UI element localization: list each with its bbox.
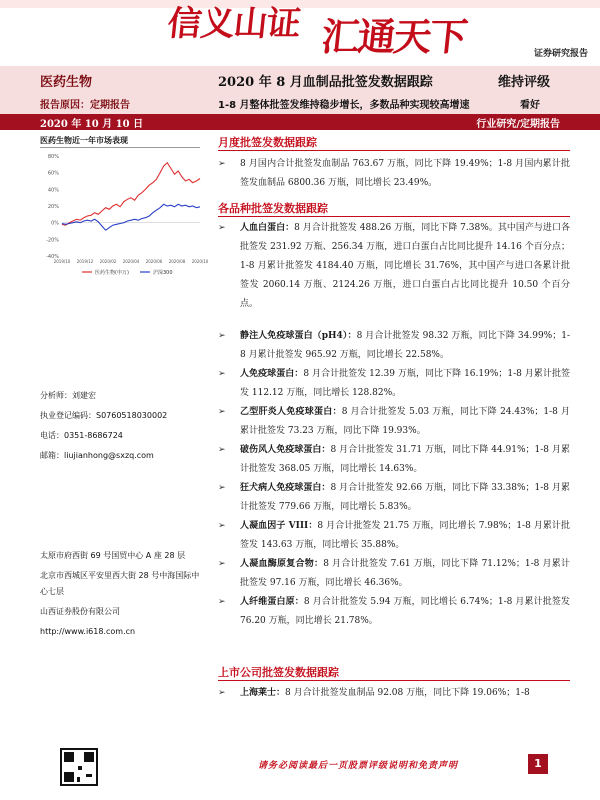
qr-code-icon	[60, 748, 98, 786]
analyst-phone: 电话：0351-8686724	[40, 431, 123, 440]
bullet-arrow-icon: ➢	[218, 407, 226, 417]
x-tick-label: 2020/10	[191, 259, 209, 264]
listed-item-name: 上海莱士：	[240, 688, 286, 698]
x-tick-label: 2020/04	[122, 259, 140, 264]
legend-label-1: 沪深300	[153, 270, 173, 276]
company-website[interactable]: http://www.i618.com.cn	[40, 627, 136, 636]
category-item-text: 8 月合计批签发 7.61 万瓶，同比下降 71.12%；1-8 月累计批签发 97.16 万瓶，同比增长 46.36%。	[240, 559, 570, 588]
y-tick-label: 40%	[47, 187, 59, 194]
report-title: 2020 年 8 月血制品批签发数据跟踪	[218, 75, 433, 90]
x-tick-label: 2019/12	[76, 259, 94, 264]
analyst-license: 执业登记编码：S0760518030002	[40, 411, 168, 420]
chart-title: 医药生物近一年市场表现	[40, 136, 128, 145]
bullet-arrow-icon: ➢	[218, 223, 226, 233]
section-category-rule	[218, 216, 570, 217]
category-item	[218, 219, 570, 314]
report-reason: 报告原因：定期报告	[40, 100, 130, 111]
x-tick-label: 2020/08	[168, 259, 186, 264]
category-item	[218, 403, 570, 441]
page-number: 1	[528, 754, 548, 774]
monthly-summary-text: 8 月国内合计批签发血制品 763.67 万瓶，同比下降 19.49%；1-8 月国内累计批签发血制品 6800.36 万瓶，同比增长 23.49%。	[240, 159, 570, 188]
category-item	[218, 479, 570, 517]
category-item-name: 人凝血酶原复合物：	[240, 559, 324, 569]
category-item-name: 人凝血因子 VIII：	[240, 521, 318, 531]
outlook-label: 看好	[520, 100, 540, 111]
section-monthly-rule	[218, 150, 570, 151]
listed-item-text: 8 月合计批签发血制品 92.08 万瓶，同比下降 19.06%；1-8	[285, 688, 530, 698]
address-taiyuan: 太原市府西街 69 号国贸中心 A 座 28 层	[40, 551, 186, 560]
bullet-arrow-icon: ➢	[218, 559, 226, 569]
section-listed-rule	[218, 680, 570, 681]
category-item-text: 8 月合计批签发 31.71 万瓶，同比下降 44.91%；1-8 月累计批签发 368.05 万瓶，同比增长 14.63%。	[240, 445, 570, 474]
slogan-left: 信义山证	[165, 4, 302, 44]
category-item	[218, 555, 570, 593]
y-tick-label: -40%	[46, 254, 59, 260]
category-item	[218, 365, 570, 403]
category-item-text: 8 月合计批签发 5.94 万瓶，同比增长 6.74%；1-8 月累计批签发 76.20 万瓶，同比增长 21.78%。	[240, 597, 570, 626]
date-bar	[0, 114, 600, 130]
slogan-right: 汇通天下	[319, 14, 469, 59]
report-subtitle: 1-8 月整体批签发维持稳步增长，多数品种实现较高增速	[218, 100, 470, 111]
analyst-email[interactable]: 邮箱：liujianhong@sxzq.com	[40, 451, 154, 460]
bullet-arrow-icon: ➢	[218, 445, 226, 455]
category-item-text: 8 月合计批签发 488.26 万瓶，同比下降 7.38%。其中国产与进口各批签发 231.92 万瓶、256.34 万瓶，进口白蛋白占比同比提升 14.16 个百分点；1-8 月累计批签发 4184.40 万瓶，同比增长 31.76%，其中国产与进口各累计批签发 2060.14 万瓶、2124.26 万瓶，进口白蛋白占比同比提升 10.50 个百分点。	[240, 223, 570, 309]
bullet-arrow-icon: ➢	[218, 159, 226, 169]
x-tick-label: 2020/06	[145, 259, 163, 264]
report-type-label: 证券研究报告	[533, 49, 588, 59]
category-item-text: 8 月合计批签发 21.75 万瓶，同比增长 7.98%；1-8 月累计批签发 143.63 万瓶，同比增长 35.88%。	[240, 521, 570, 550]
listed-item	[218, 684, 570, 703]
x-tick-label: 2020/02	[99, 259, 117, 264]
category-item-name: 狂犬病人免疫球蛋白：	[240, 483, 331, 493]
market-performance-chart	[40, 150, 209, 280]
analyst-name: 分析师：刘建宏	[40, 391, 96, 400]
monthly-summary	[218, 155, 570, 193]
legend-label-0: 医药生物(申万)	[95, 270, 129, 276]
category-item-name: 人免疫球蛋白：	[240, 369, 304, 379]
company-name: 山西证券股份有限公司	[40, 607, 120, 616]
chart-divider	[40, 147, 200, 148]
y-tick-label: -20%	[46, 237, 59, 244]
section-category-heading: 各品种批签发数据跟踪	[218, 202, 328, 215]
section-listed-heading: 上市公司批签发数据跟踪	[218, 666, 339, 679]
category-item-text: 8 月合计批签发 98.32 万瓶，同比下降 34.99%；1-8 月累计批签发 965.92 万瓶，同比增长 22.58%。	[240, 331, 570, 360]
category-item-text: 8 月合计批签发 12.39 万瓶，同比下降 16.19%；1-8 月累计批签发 112.12 万瓶，同比增长 128.82%。	[240, 369, 570, 398]
x-tick-label: 2019/10	[53, 259, 71, 264]
category-item	[218, 327, 570, 365]
y-tick-label: 80%	[47, 154, 59, 160]
category-item-name: 人纤维蛋白原：	[240, 597, 304, 607]
y-tick-label: 20%	[47, 204, 59, 210]
report-date: 2020 年 10 月 10 日	[40, 119, 144, 130]
category-item-name: 人血白蛋白：	[240, 223, 295, 233]
series-line-1	[62, 204, 200, 230]
address-beijing: 北京市西城区平安里西大街 28 号中海国际中心七层	[40, 571, 200, 596]
footer-disclaimer: 请务必阅读最后一页股票评级说明和免责声明	[258, 761, 459, 771]
bullet-arrow-icon: ➢	[218, 369, 226, 379]
y-tick-label: 60%	[47, 170, 59, 177]
sector-name: 医药生物	[40, 75, 93, 90]
series-line-0	[62, 163, 200, 226]
category-item	[218, 593, 570, 631]
section-monthly-heading: 月度批签发数据跟踪	[218, 136, 317, 149]
category-item-text: 8 月合计批签发 92.66 万瓶，同比下降 33.38%；1-8 月累计批签发 779.66 万瓶，同比增长 5.83%。	[240, 483, 570, 512]
category-item-name: 破伤风人免疫球蛋白：	[240, 445, 331, 455]
bullet-arrow-icon: ➢	[218, 521, 226, 531]
bullet-arrow-icon: ➢	[218, 483, 226, 493]
title-band	[0, 66, 600, 114]
category-item-name: 乙型肝炎人免疫球蛋白：	[240, 407, 342, 417]
header-banner	[0, 0, 600, 66]
category-item	[218, 441, 570, 479]
category-item-text: 8 月合计批签发 5.03 万瓶，同比下降 24.43%；1-8 月累计批签发 73.23 万瓶，同比下降 19.93%。	[240, 407, 570, 436]
y-tick-label: 0%	[51, 220, 59, 227]
report-category: 行业研究/定期报告	[476, 119, 560, 130]
bullet-arrow-icon: ➢	[218, 331, 226, 341]
bullet-arrow-icon: ➢	[218, 688, 226, 698]
category-item	[218, 517, 570, 555]
rating-label: 维持评级	[498, 75, 551, 90]
bullet-arrow-icon: ➢	[218, 597, 226, 607]
category-item-name: 静注人免疫球蛋白（pH4）：	[240, 331, 357, 341]
